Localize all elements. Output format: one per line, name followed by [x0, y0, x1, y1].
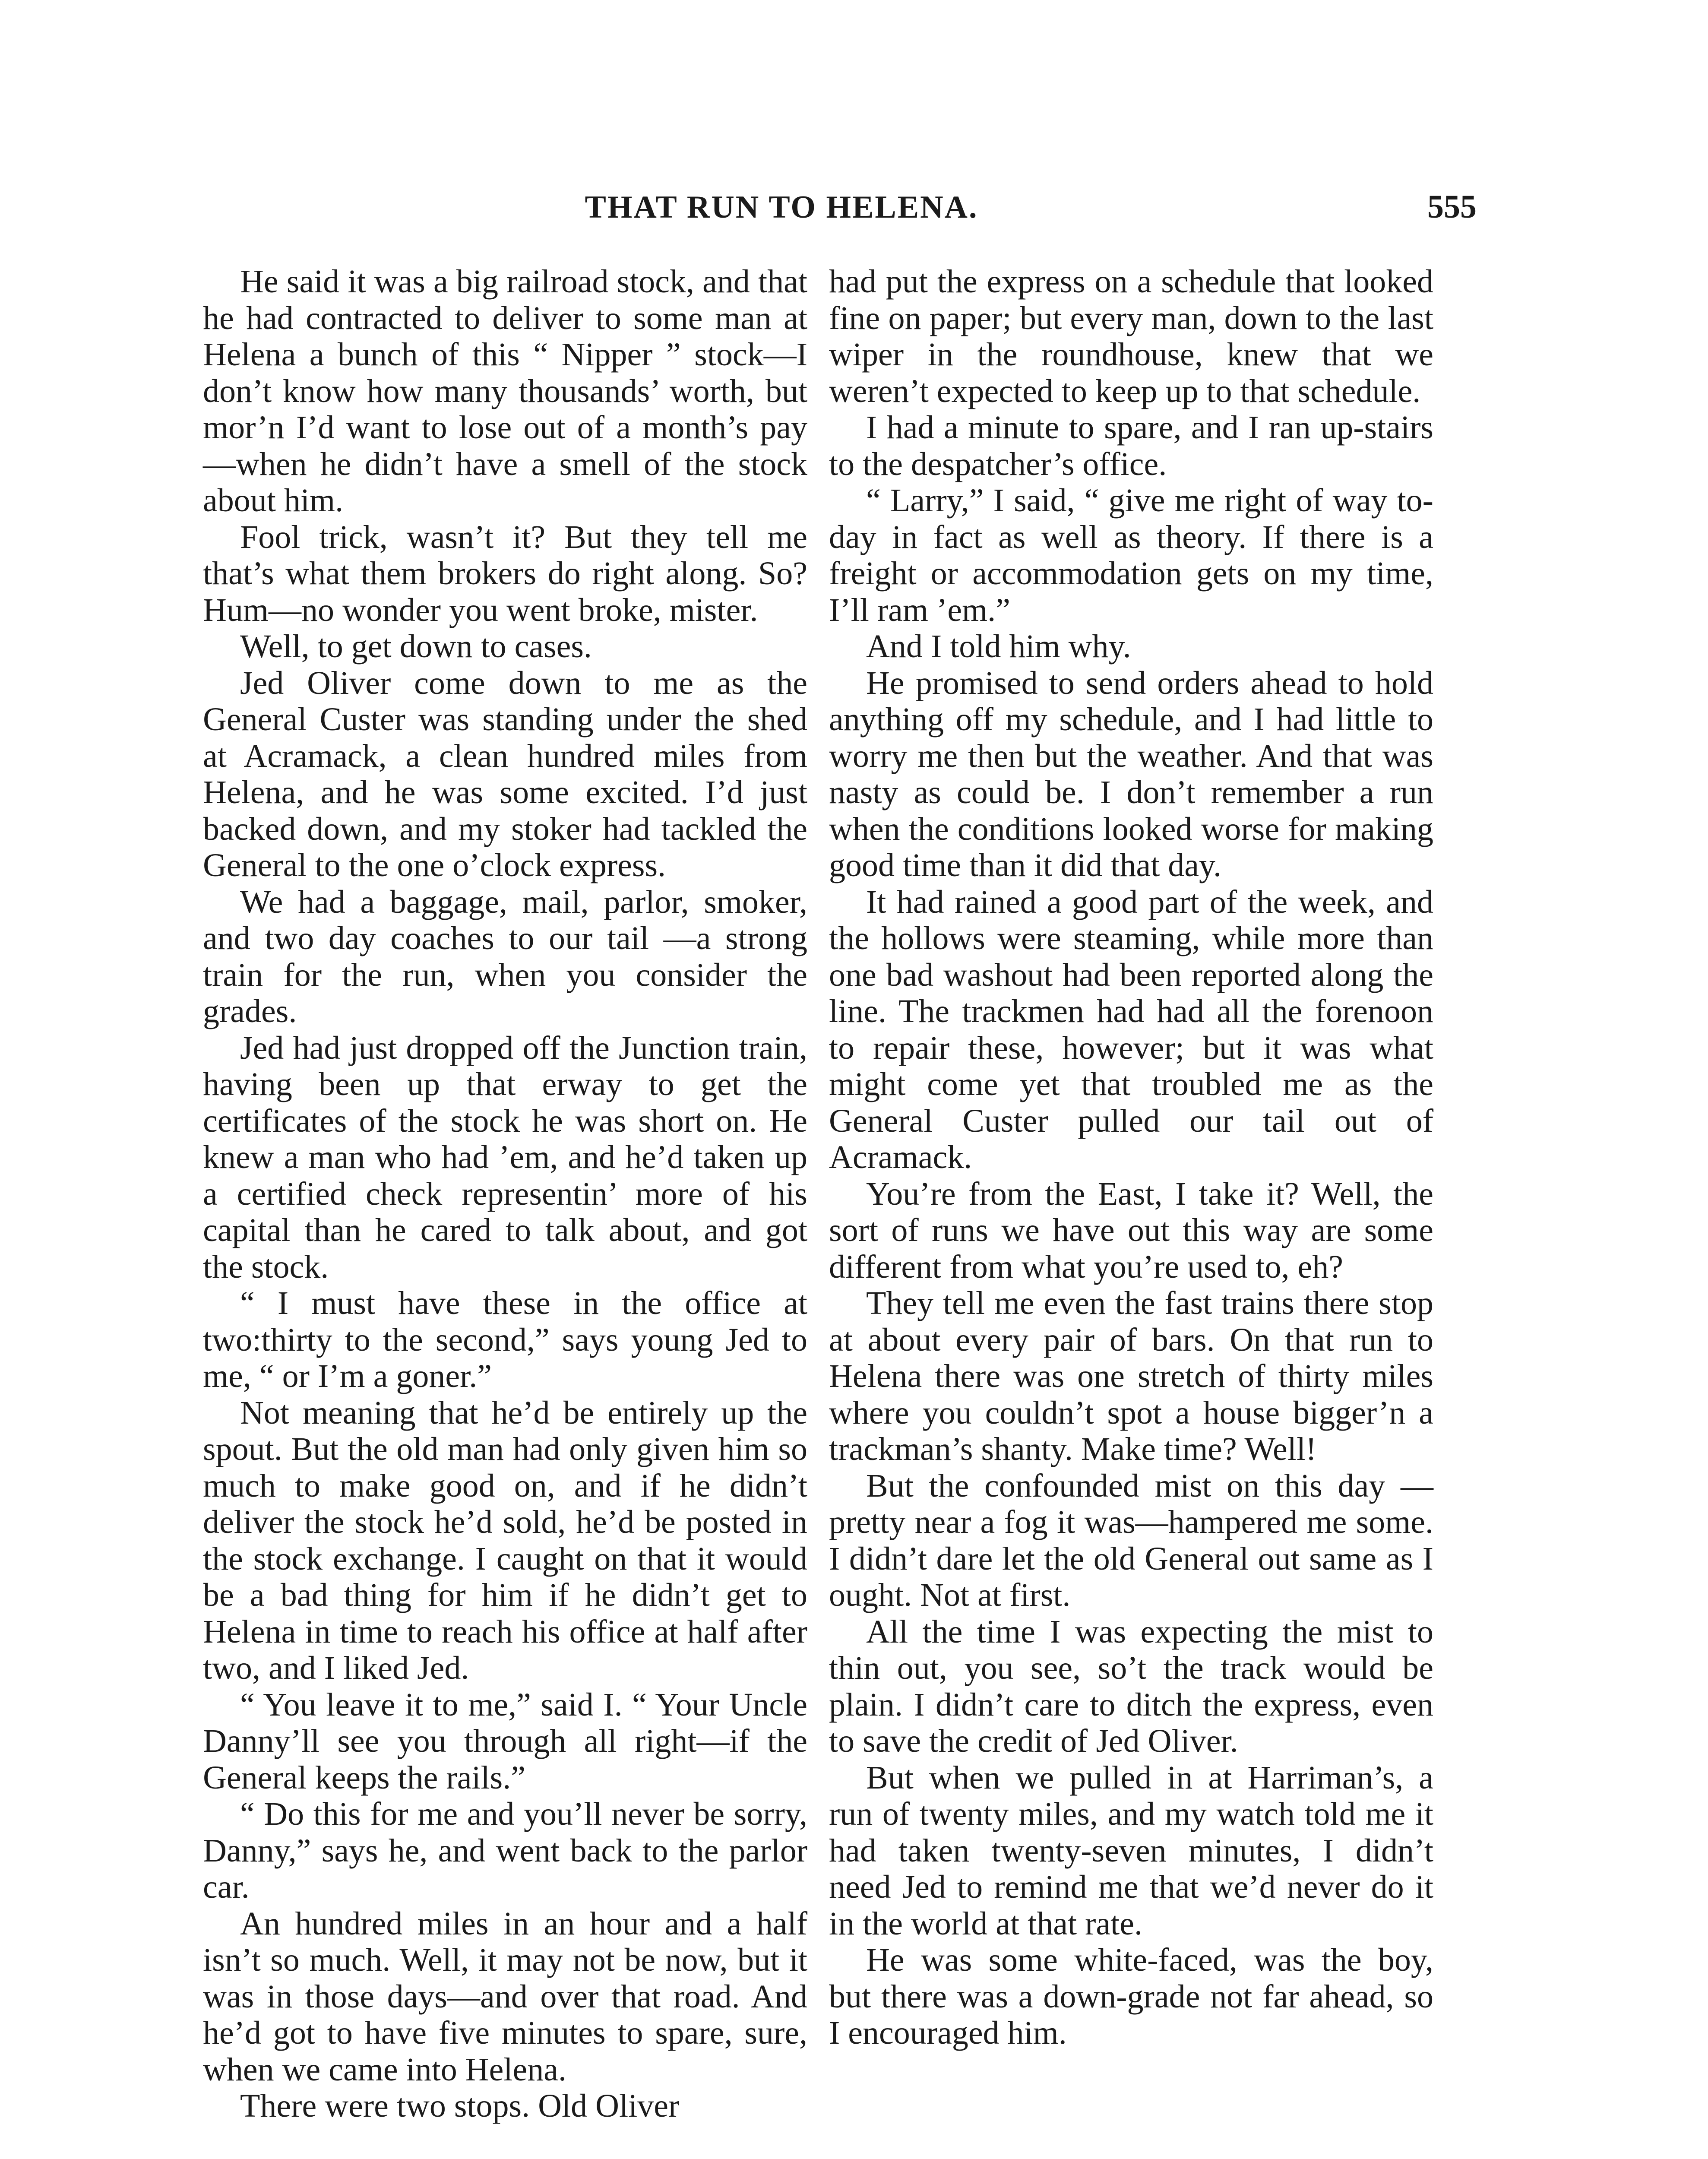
paragraph: You’re from the East, I take it? Well, the sort of runs we have out this way are some different from what you’re used to, eh? — [829, 1175, 1433, 1285]
paragraph: He said it was a big railroad stock, and that he had contracted to deliver to some man at Helena a bunch of this “ Nipper ” stock—I don’t know how many thousands’ worth, but mor’n I’d want to lose out of a month’s pay—when he didn’t have a smell of the stock about him. — [203, 263, 807, 519]
paragraph: He promised to send orders ahead to hold anything off my schedule, and I had little to worry me then but the weather. And that was nasty as could be. I don’t remember a run when the conditions looked worse for making good time than it did that day. — [829, 665, 1433, 883]
paragraph: I had a minute to spare, and I ran up-stairs to the despatcher’s office. — [829, 409, 1433, 482]
paragraph: But the confounded mist on this day —pretty near a fog it was—hampered me some. I didn’t dare let the old General out same as I ought. Not at first. — [829, 1467, 1433, 1613]
paragraph: We had a baggage, mail, parlor, smoker, and two day coaches to our tail —a strong train for the run, when you consider the grades. — [203, 883, 807, 1029]
paragraph: There were two stops. Old Oliver — [240, 2088, 680, 2124]
running-head-title: THAT RUN TO HELENA. — [585, 190, 978, 225]
paragraph: And I told him why. — [866, 628, 1131, 665]
paragraph: They tell me even the fast trains there stop at about every pair of bars. On that run to Helena there was one stretch of thirty miles where you couldn’t spot a house bigger’n a trackman’s shanty. Make time? Well! — [829, 1285, 1433, 1467]
paragraph: It had rained a good part of the week, and the hollows were steaming, while more than one bad washout had been reported along the line. The trackmen had had all the forenoon to repair these, however; but it was what might come yet that troubled me as the General Custer pulled our tail out of Acramack. — [829, 883, 1433, 1175]
paragraph: Not meaning that he’d be entirely up the spout. But the old man had only given him so much to make good on, and if he didn’t deliver the stock he’d sold, he’d be posted in the stock exchange. I caught on that it would be a bad thing for him if he didn’t get to Helena in time to reach his office at half after two, and I liked Jed. — [203, 1394, 807, 1686]
paragraph: “ I must have these in the office at two:thirty to the second,” says young Jed to me, “ or I’m a goner.” — [203, 1285, 807, 1394]
page-number: 555 — [1427, 189, 1477, 225]
paragraph: Jed Oliver come down to me as the General Custer was standing under the shed at Acramack, a clean hundred miles from Helena, and he was some excited. I’d just backed down, and my stoker had tackled the General to the one o’clock express. — [203, 665, 807, 883]
paragraph: “ You leave it to me,” said I. “ Your Uncle Danny’ll see you through all right—if the General keeps the rails.” — [203, 1686, 807, 1796]
paragraph: “ Larry,” I said, “ give me right of way to-day in fact as well as theory. If there is a freight or accommodation gets on my time, I’ll ram ’em.” — [829, 482, 1433, 628]
paragraph: But when we pulled in at Harriman’s, a run of twenty miles, and my watch told me it had taken twenty-seven minutes, I didn’t need Jed to remind me that we’d never do it in the world at that rate. — [829, 1759, 1433, 1942]
paragraph-continuation: had put the express on a schedule that looked fine on paper; but every man, down to the last wiper in the roundhouse, knew that we weren’t expected to keep up to that schedule. — [829, 263, 1433, 409]
paragraph: All the time I was expecting the mist to thin out, you see, so’t the track would be plain. I didn’t care to ditch the express, even to save the credit of Jed Oliver. — [829, 1613, 1433, 1759]
paragraph: Jed had just dropped off the Junction train, having been up that erway to get the certificates of the stock he was short on. He knew a man who had ’em, and he’d taken up a certified check representin’ more of his capital than he cared to talk about, and got the stock. — [203, 1029, 807, 1285]
paragraph: Fool trick, wasn’t it? But they tell me that’s what them brokers do right along. So? Hum—no wonder you went broke, mister. — [203, 519, 807, 628]
paragraph: He was some white-faced, was the boy, but there was a down-grade not far ahead, so I encouraged him. — [829, 1942, 1433, 2051]
paragraph: Well, to get down to cases. — [240, 628, 592, 665]
left-text-column — [203, 263, 807, 2124]
paragraph: “ Do this for me and you’ll never be sorry, Danny,” says he, and went back to the parlor car. — [203, 1796, 807, 1905]
right-text-column — [829, 263, 1433, 2051]
paragraph: An hundred miles in an hour and a half isn’t so much. Well, it may not be now, but it was in those days—and over that road. And he’d got to have five minutes to spare, sure, when we came into Helena. — [203, 1905, 807, 2088]
